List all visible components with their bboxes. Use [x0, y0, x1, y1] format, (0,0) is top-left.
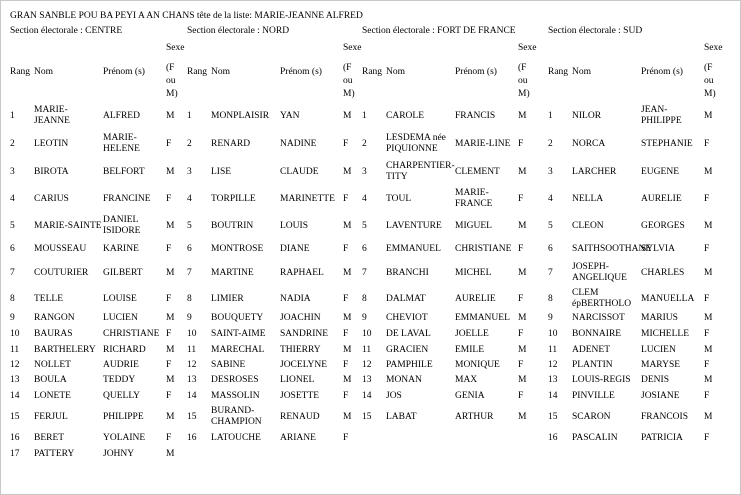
nom-cell: JOS	[386, 390, 402, 401]
sexe-cell: F	[518, 138, 524, 149]
header-f-ou-m: (F ou M)	[166, 63, 178, 99]
nom-cell: NORCA	[572, 138, 606, 149]
sexe-cell: M	[343, 374, 352, 385]
prenom-cell: MICHEL	[455, 267, 492, 278]
header-sexe: Sexe	[166, 43, 185, 53]
rang-cell: 1	[187, 110, 192, 121]
rang-cell: 11	[187, 344, 197, 355]
rang-cell: 8	[187, 293, 192, 304]
header-nom: Nom	[386, 67, 405, 77]
prenom-cell: EUGENE	[641, 166, 679, 177]
rang-cell: 10	[10, 328, 20, 339]
nom-cell: BERET	[34, 432, 65, 443]
header-sexe: Sexe	[518, 43, 537, 53]
nom-cell: MARTINE	[211, 267, 254, 278]
rang-cell: 2	[187, 138, 192, 149]
prenom-cell: CHRISTIANE	[455, 243, 512, 254]
sexe-cell: M	[166, 344, 175, 355]
header-rang: Rang	[548, 67, 569, 77]
prenom-cell: NADIA	[280, 293, 311, 304]
sexe-cell: M	[343, 312, 352, 323]
rang-cell: 12	[548, 359, 558, 370]
sexe-cell: M	[166, 110, 175, 121]
sexe-cell: M	[704, 374, 713, 385]
prenom-cell: GENIA	[455, 390, 485, 401]
nom-cell: LISE	[211, 166, 232, 177]
prenom-cell: AURELIE	[641, 193, 682, 204]
header-sexe: Sexe	[343, 43, 362, 53]
sexe-cell: M	[518, 374, 527, 385]
sexe-cell: F	[343, 243, 349, 254]
sexe-cell: F	[704, 328, 710, 339]
prenom-cell: QUELLY	[103, 390, 141, 401]
rang-cell: 11	[10, 344, 20, 355]
rang-cell: 2	[548, 138, 553, 149]
nom-cell: PLANTIN	[572, 359, 613, 370]
nom-cell: SAINT-AIME	[211, 328, 266, 339]
nom-cell: MOUSSEAU	[34, 243, 87, 254]
rang-cell: 7	[10, 267, 15, 278]
prenom-cell: EMILE	[455, 344, 485, 355]
rang-cell: 4	[10, 193, 15, 204]
prenom-cell: LUCIEN	[641, 344, 676, 355]
prenom-cell: JOACHIN	[280, 312, 321, 323]
prenom-cell: AUDRIE	[103, 359, 139, 370]
rang-cell: 1	[362, 110, 367, 121]
sexe-cell: M	[166, 267, 175, 278]
header-rang: Rang	[362, 67, 383, 77]
sexe-cell: M	[518, 267, 527, 278]
sexe-cell: M	[704, 267, 713, 278]
prenom-cell: PATRICIA	[641, 432, 683, 443]
rang-cell: 10	[362, 328, 372, 339]
sexe-cell: M	[704, 220, 713, 231]
sexe-cell: M	[704, 344, 713, 355]
sexe-cell: M	[704, 411, 713, 422]
prenom-cell: ALFRED	[103, 110, 140, 121]
rang-cell: 12	[187, 359, 197, 370]
nom-cell: NARCISSOT	[572, 312, 625, 323]
header-prenom: Prénom (s)	[455, 67, 497, 77]
nom-cell: PATTERY	[34, 448, 75, 459]
rang-cell: 9	[548, 312, 553, 323]
sexe-cell: F	[343, 193, 349, 204]
prenom-cell: CLAUDE	[280, 166, 319, 177]
sexe-cell: F	[518, 193, 524, 204]
nom-cell: MONTROSE	[211, 243, 264, 254]
nom-cell: PINVILLE	[572, 390, 615, 401]
prenom-cell: JOSIANE	[641, 390, 680, 401]
sexe-cell: F	[166, 390, 172, 401]
sexe-cell: F	[166, 359, 172, 370]
nom-cell: BONNAIRE	[572, 328, 622, 339]
prenom-cell: MONIQUE	[455, 359, 500, 370]
prenom-cell: MARYSE	[641, 359, 681, 370]
rang-cell: 14	[187, 390, 197, 401]
prenom-cell: ARIANE	[280, 432, 316, 443]
prenom-cell: MAX	[455, 374, 478, 385]
prenom-cell: JOELLE	[455, 328, 489, 339]
sexe-cell: F	[518, 293, 524, 304]
nom-cell: COUTURIER	[34, 267, 89, 278]
rang-cell: 7	[548, 267, 553, 278]
rang-cell: 3	[10, 166, 15, 177]
nom-cell: CARIUS	[34, 193, 69, 204]
sexe-cell: M	[518, 344, 527, 355]
sexe-cell: M	[518, 411, 527, 422]
prenom-cell: STEPHANIE	[641, 138, 693, 149]
prenom-cell: MARIE-LINE	[455, 138, 511, 149]
rang-cell: 3	[187, 166, 192, 177]
prenom-cell: MIGUEL	[455, 220, 492, 231]
rang-cell: 4	[362, 193, 367, 204]
nom-cell: SABINE	[211, 359, 246, 370]
prenom-cell: KARINE	[103, 243, 139, 254]
section-label: Section électorale : CENTRE	[10, 26, 123, 36]
prenom-cell: LOUISE	[103, 293, 137, 304]
nom-cell: TOUL	[386, 193, 412, 204]
rang-cell: 1	[10, 110, 15, 121]
sexe-cell: F	[166, 432, 172, 443]
prenom-cell: GEORGES	[641, 220, 685, 231]
sexe-cell: F	[518, 359, 524, 370]
sexe-cell: F	[518, 390, 524, 401]
nom-cell: MONAN	[386, 374, 422, 385]
sexe-cell: F	[518, 243, 524, 254]
rang-cell: 16	[548, 432, 558, 443]
header-nom: Nom	[572, 67, 591, 77]
rang-cell: 4	[187, 193, 192, 204]
sexe-cell: F	[166, 243, 172, 254]
prenom-cell: RENAUD	[280, 411, 320, 422]
sexe-cell: F	[166, 138, 172, 149]
rang-cell: 12	[10, 359, 20, 370]
prenom-cell: MARIE-HELENE	[103, 133, 140, 154]
nom-cell: MARECHAL	[211, 344, 265, 355]
prenom-cell: BELFORT	[103, 166, 145, 177]
header-f-ou-m: (F ou M)	[704, 63, 716, 99]
prenom-cell: MANUELLA	[641, 293, 695, 304]
prenom-cell: SYLVIA	[641, 243, 675, 254]
rang-cell: 13	[362, 374, 372, 385]
sexe-cell: F	[704, 432, 710, 443]
sexe-cell: M	[518, 166, 527, 177]
nom-cell: TELLE	[34, 293, 64, 304]
sexe-cell: F	[518, 328, 524, 339]
prenom-cell: YAN	[280, 110, 300, 121]
nom-cell: DALMAT	[386, 293, 426, 304]
sexe-cell: M	[704, 166, 713, 177]
sexe-cell: F	[704, 293, 710, 304]
nom-cell: BOUQUETY	[211, 312, 264, 323]
nom-cell: TORPILLE	[211, 193, 256, 204]
rang-cell: 14	[548, 390, 558, 401]
sexe-cell: F	[704, 390, 710, 401]
prenom-cell: JOSETTE	[280, 390, 320, 401]
prenom-cell: THIERRY	[280, 344, 321, 355]
nom-cell: LOUIS-REGIS	[572, 374, 631, 385]
rang-cell: 6	[187, 243, 192, 254]
prenom-cell: JOHNY	[103, 448, 135, 459]
rang-cell: 2	[10, 138, 15, 149]
rang-cell: 3	[362, 166, 367, 177]
sexe-cell: F	[704, 138, 710, 149]
prenom-cell: SANDRINE	[280, 328, 329, 339]
rang-cell: 11	[548, 344, 558, 355]
sexe-cell: M	[166, 166, 175, 177]
prenom-cell: DIANE	[280, 243, 310, 254]
sexe-cell: F	[343, 293, 349, 304]
nom-cell: DE LAVAL	[386, 328, 431, 339]
nom-cell: BRANCHI	[386, 267, 429, 278]
sexe-cell: M	[166, 411, 175, 422]
rang-cell: 9	[187, 312, 192, 323]
prenom-cell: LOUIS	[280, 220, 308, 231]
rang-cell: 15	[548, 411, 558, 422]
nom-cell: NELLA	[572, 193, 604, 204]
nom-cell: FERJUL	[34, 411, 68, 422]
sexe-cell: F	[343, 328, 349, 339]
sexe-cell: M	[166, 374, 175, 385]
prenom-cell: DANIEL ISIDORE	[103, 215, 141, 236]
header-rang: Rang	[10, 67, 31, 77]
header-rang: Rang	[187, 67, 208, 77]
nom-cell: MARIE-JEANNE	[34, 105, 70, 126]
prenom-cell: TEDDY	[103, 374, 136, 385]
nom-cell: BARTHELERY	[34, 344, 96, 355]
rang-cell: 1	[548, 110, 553, 121]
sexe-cell: M	[343, 267, 352, 278]
rang-cell: 2	[362, 138, 367, 149]
prenom-cell: GILBERT	[103, 267, 143, 278]
header-nom: Nom	[211, 67, 230, 77]
nom-cell: BURAND-CHAMPION	[211, 406, 262, 427]
rang-cell: 6	[362, 243, 367, 254]
rang-cell: 15	[187, 411, 197, 422]
nom-cell: ADENET	[572, 344, 610, 355]
sexe-cell: F	[704, 243, 710, 254]
nom-cell: BOUTRIN	[211, 220, 254, 231]
prenom-cell: CHRISTIANE	[103, 328, 160, 339]
rang-cell: 10	[187, 328, 197, 339]
rang-cell: 7	[187, 267, 192, 278]
nom-cell: CHEVIOT	[386, 312, 428, 323]
nom-cell: DESROSES	[211, 374, 259, 385]
nom-cell: PAMPHILE	[386, 359, 433, 370]
rang-cell: 4	[548, 193, 553, 204]
sexe-cell: M	[343, 344, 352, 355]
rang-cell: 8	[548, 293, 553, 304]
sexe-cell: F	[343, 138, 349, 149]
list-title: GRAN SANBLE POU BA PEYI A AN CHANS tête de la liste: MARIE-JEANNE ALFRED	[10, 11, 363, 21]
nom-cell: SCARON	[572, 411, 611, 422]
rang-cell: 9	[10, 312, 15, 323]
nom-cell: SAITHSOOTHANE	[572, 243, 652, 254]
sexe-cell: F	[343, 432, 349, 443]
rang-cell: 6	[548, 243, 553, 254]
header-prenom: Prénom (s)	[641, 67, 683, 77]
header-f-ou-m: (F ou M)	[518, 63, 530, 99]
prenom-cell: RAPHAEL	[280, 267, 324, 278]
sexe-cell: F	[343, 390, 349, 401]
rang-cell: 8	[10, 293, 15, 304]
sexe-cell: M	[704, 110, 713, 121]
prenom-cell: RICHARD	[103, 344, 146, 355]
nom-cell: JOSEPH-ANGELIQUE	[572, 262, 627, 283]
nom-cell: BIROTA	[34, 166, 69, 177]
rang-cell: 5	[187, 220, 192, 231]
sexe-cell: M	[704, 312, 713, 323]
nom-cell: RANGON	[34, 312, 75, 323]
rang-cell: 5	[10, 220, 15, 231]
nom-cell: LATOUCHE	[211, 432, 261, 443]
section-label: Section électorale : SUD	[548, 26, 643, 36]
sexe-cell: F	[166, 328, 172, 339]
nom-cell: CLEON	[572, 220, 604, 231]
nom-cell: CAROLE	[386, 110, 424, 121]
rang-cell: 16	[10, 432, 20, 443]
nom-cell: LARCHER	[572, 166, 617, 177]
prenom-cell: YOLAINE	[103, 432, 146, 443]
sexe-cell: F	[166, 193, 172, 204]
nom-cell: MONPLAISIR	[211, 110, 270, 121]
sexe-cell: M	[343, 220, 352, 231]
sexe-cell: F	[704, 359, 710, 370]
prenom-cell: MICHELLE	[641, 328, 690, 339]
rang-cell: 7	[362, 267, 367, 278]
sexe-cell: M	[166, 448, 175, 459]
prenom-cell: EMMANUEL	[455, 312, 510, 323]
prenom-cell: FRANCIS	[455, 110, 496, 121]
rang-cell: 6	[10, 243, 15, 254]
nom-cell: BOULA	[34, 374, 67, 385]
sexe-cell: M	[343, 166, 352, 177]
prenom-cell: MARIE-FRANCE	[455, 188, 493, 209]
prenom-cell: PHILIPPE	[103, 411, 144, 422]
sexe-cell: M	[518, 220, 527, 231]
prenom-cell: JEAN-PHILIPPE	[641, 105, 682, 126]
prenom-cell: FRANCOIS	[641, 411, 688, 422]
nom-cell: LABAT	[386, 411, 417, 422]
nom-cell: GRACIEN	[386, 344, 429, 355]
nom-cell: EMMANUEL	[386, 243, 441, 254]
rang-cell: 13	[187, 374, 197, 385]
rang-cell: 8	[362, 293, 367, 304]
rang-cell: 3	[548, 166, 553, 177]
rang-cell: 11	[362, 344, 372, 355]
prenom-cell: ARTHUR	[455, 411, 494, 422]
nom-cell: NILOR	[572, 110, 602, 121]
section-label: Section électorale : FORT DE FRANCE	[362, 26, 516, 36]
rang-cell: 15	[362, 411, 372, 422]
sexe-cell: M	[343, 411, 352, 422]
sexe-cell: M	[518, 110, 527, 121]
nom-cell: CLEM épBERTHOLO	[572, 288, 632, 309]
rang-cell: 15	[10, 411, 20, 422]
rang-cell: 5	[548, 220, 553, 231]
prenom-cell: MARIUS	[641, 312, 678, 323]
prenom-cell: DENIS	[641, 374, 669, 385]
section-label: Section électorale : NORD	[187, 26, 290, 36]
rang-cell: 17	[10, 448, 20, 459]
sexe-cell: F	[166, 293, 172, 304]
header-f-ou-m: (F ou M)	[343, 63, 355, 99]
sexe-cell: M	[166, 312, 175, 323]
prenom-cell: MARINETTE	[280, 193, 335, 204]
header-sexe: Sexe	[704, 43, 723, 53]
nom-cell: CHARPENTIER-TITY	[386, 161, 455, 182]
header-prenom: Prénom (s)	[280, 67, 322, 77]
nom-cell: MARIE-SAINTE	[34, 220, 102, 231]
prenom-cell: NADINE	[280, 138, 317, 149]
prenom-cell: FRANCINE	[103, 193, 151, 204]
rang-cell: 12	[362, 359, 372, 370]
nom-cell: PASCALIN	[572, 432, 618, 443]
prenom-cell: CLEMENT	[455, 166, 500, 177]
nom-cell: LEOTIN	[34, 138, 69, 149]
nom-cell: LIMIER	[211, 293, 244, 304]
nom-cell: LONETE	[34, 390, 71, 401]
sexe-cell: M	[343, 110, 352, 121]
nom-cell: NOLLET	[34, 359, 71, 370]
header-prenom: Prénom (s)	[103, 67, 145, 77]
sexe-cell: M	[166, 220, 175, 231]
rang-cell: 10	[548, 328, 558, 339]
nom-cell: BAURAS	[34, 328, 73, 339]
rang-cell: 13	[10, 374, 20, 385]
rang-cell: 14	[362, 390, 372, 401]
sexe-cell: M	[518, 312, 527, 323]
rang-cell: 16	[187, 432, 197, 443]
rang-cell: 13	[548, 374, 558, 385]
rang-cell: 9	[362, 312, 367, 323]
prenom-cell: CHARLES	[641, 267, 685, 278]
prenom-cell: LIONEL	[280, 374, 315, 385]
rang-cell: 14	[10, 390, 20, 401]
sexe-cell: F	[343, 359, 349, 370]
nom-cell: RENARD	[211, 138, 251, 149]
prenom-cell: JOCELYNE	[280, 359, 328, 370]
nom-cell: LAVENTURE	[386, 220, 442, 231]
rang-cell: 5	[362, 220, 367, 231]
prenom-cell: AURELIE	[455, 293, 496, 304]
sexe-cell: F	[704, 193, 710, 204]
nom-cell: MASSOLIN	[211, 390, 260, 401]
prenom-cell: LUCIEN	[103, 312, 138, 323]
header-nom: Nom	[34, 67, 53, 77]
nom-cell: LESDEMA née PIQUIONNE	[386, 133, 446, 154]
